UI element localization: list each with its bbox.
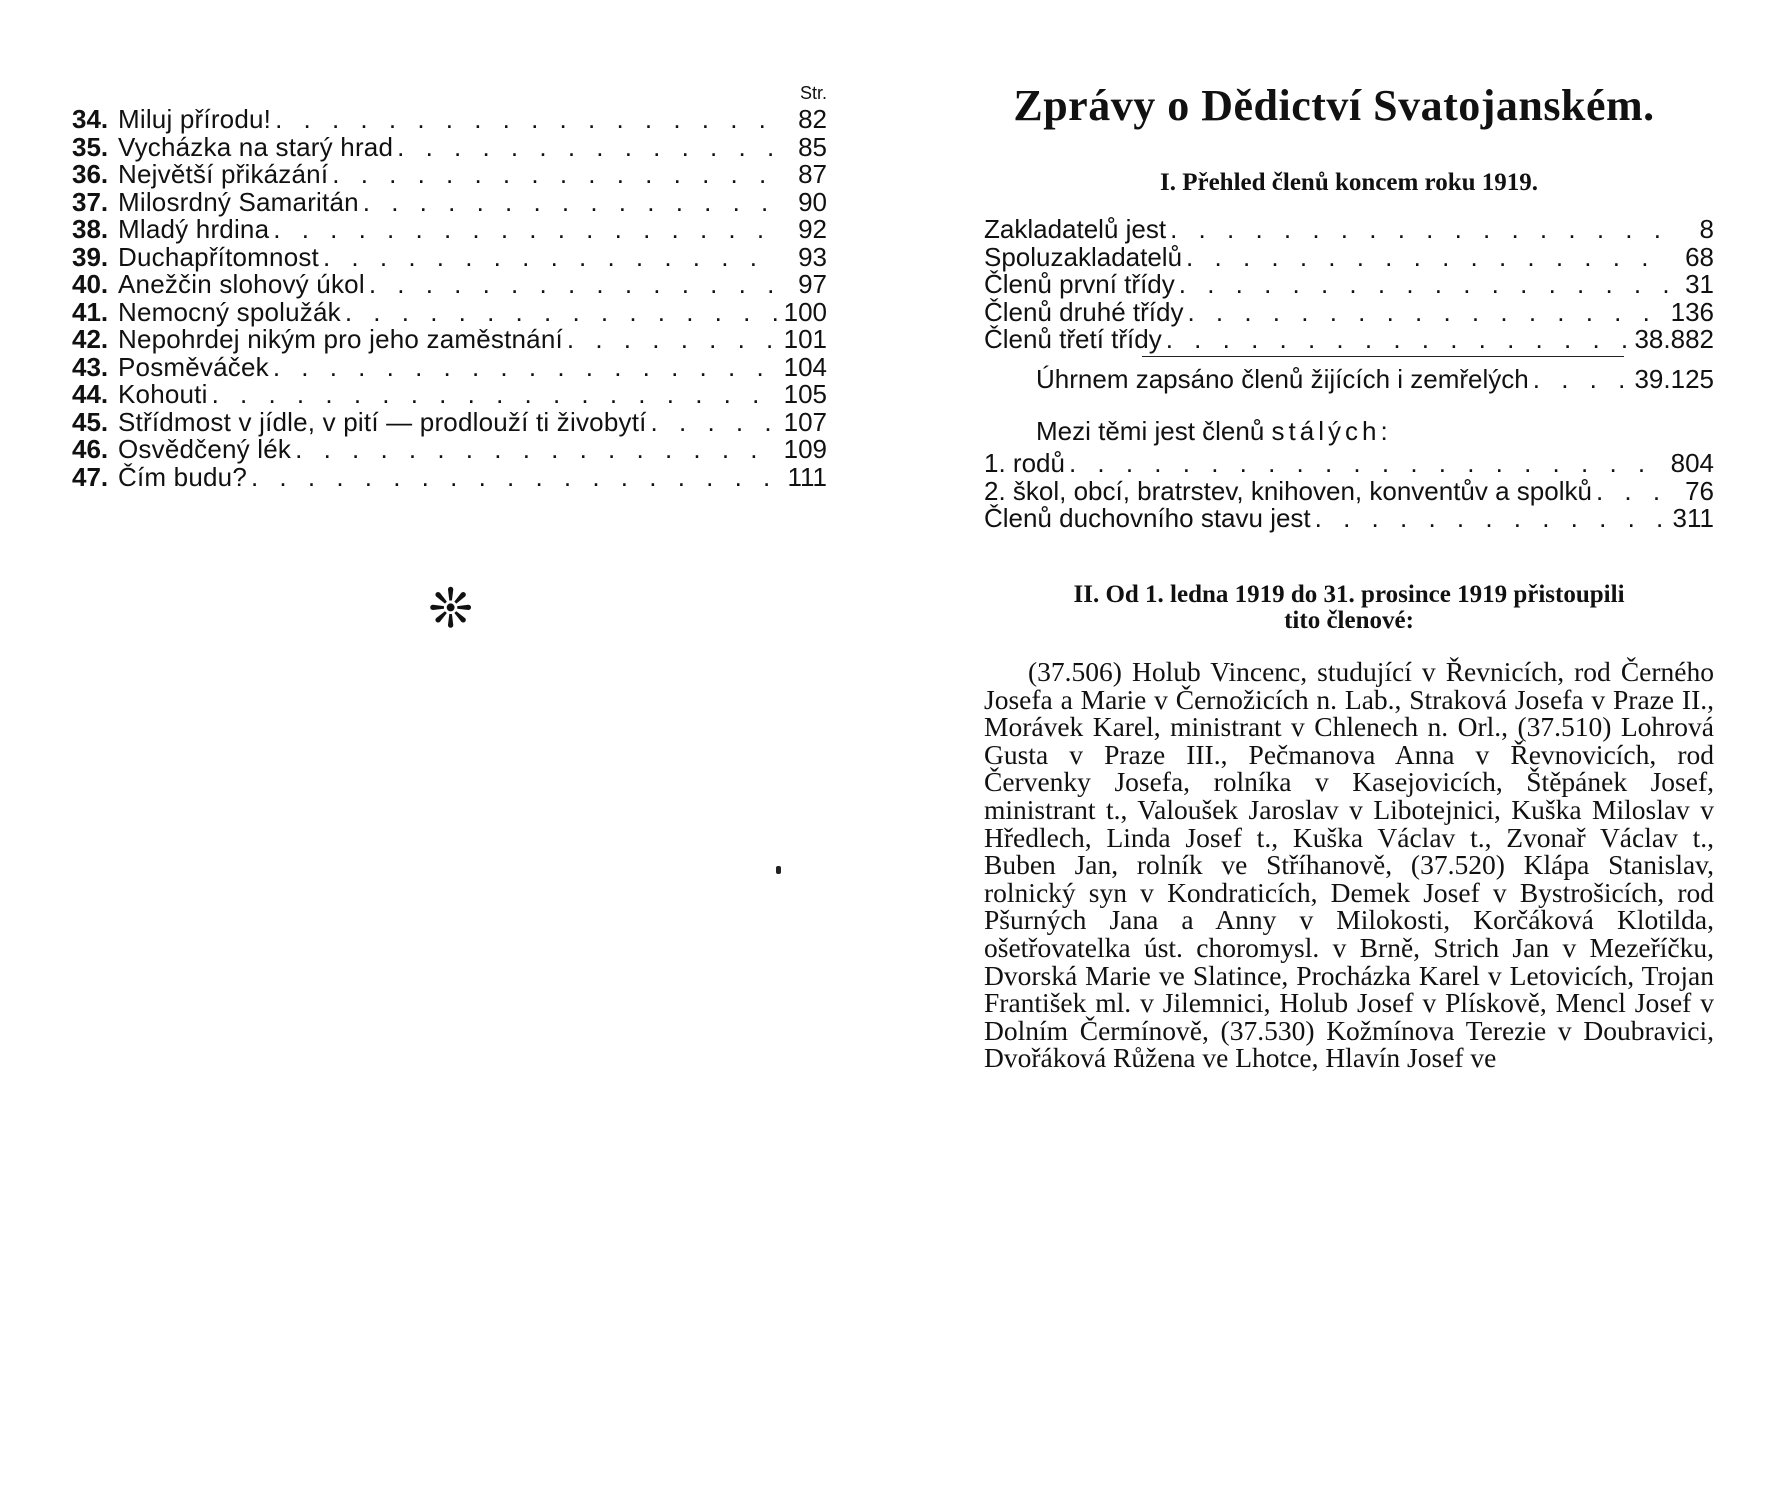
toc-entry-title: Střídmost v jídle, v pití — prodlouží ti živobytí: [118, 406, 647, 437]
leader-dots: [1170, 216, 1670, 244]
stat-row: [984, 326, 1714, 354]
leader-dots: [251, 464, 779, 492]
new-members-paragraph: (37.506) Holub Vincenc, studující v Řevnicích, rod Černého Josefa a Marie v Černožicích n. Lab., Straková Josefa v Praze II., Morávek Karel, ministrant v Chlenech n. Orl., (37.510) Lohrová Gusta v Praze III., Pečmanova Anna v Řevnovicích, rod Červenky Josefa, rolníka v Kasejovicích, Štěpánek Josef, ministrant t., Valoušek Jaroslav v Libotejnici, Kuška Miloslav v Hředlech, Linda Josef t., Kuška Václav t., Zvonař Václav t., Buben Jan, rolník ve Stříhanově, (37.520) Klápa Stanislav, rolnický syn v Kondraticích, Demek Josef v Bystrošicích, rod Pšurných Jana a Anny v Milokosti, Korčáková Klotilda, ošetřovatelka úst. choromysl. v Brně, Strich Jan v Mezeříčku, Dvorská Marie ve Slatince, Procházka Karel v Letovicích, Trojan František ml. v Jilemnici, Holub Josef v Plískově, Mencl Josef v Dolním Čermínově, (37.530) Kožmínova Terezie v Doubravici, Dvořáková Růžena ve Lhotce, Hlavín Josef ve: [984, 656, 1714, 1074]
leader-dots: [332, 161, 779, 189]
stable-label: Členů duchovního stavu jest: [984, 503, 1311, 533]
total-label: Úhrnem zapsáno členů žijících i zemřelých: [1036, 364, 1529, 394]
toc-entry-page: 100: [783, 296, 827, 327]
asterisk-ornament-icon: ❊: [428, 577, 474, 640]
stat-label: Zakladatelů jest: [984, 214, 1167, 244]
table-of-contents: [72, 80, 827, 491]
toc-entry-number: 36.: [72, 159, 109, 189]
toc-entry-title: Osvědčený lék: [118, 434, 292, 464]
toc-entry-number: 38.: [72, 214, 109, 244]
stable-value: 76: [1685, 475, 1714, 506]
member-stats-list: [984, 216, 1714, 354]
leader-dots: [1596, 478, 1670, 506]
leader-dots: [1315, 505, 1669, 533]
leader-dots: [273, 354, 779, 382]
toc-entry-number: 40.: [72, 269, 109, 299]
leader-dots: [212, 381, 779, 409]
toc-entry-title: Kohouti: [118, 379, 208, 409]
stat-label: Členů třetí třídy: [984, 324, 1162, 354]
stable-label: 1. rodů: [984, 448, 1065, 478]
stat-value: 38.882: [1634, 324, 1714, 354]
section2-heading-line1: II. Od 1. ledna 1919 do 31. prosince 1919 přistoupili: [1073, 581, 1625, 608]
toc-entry-number: 43.: [72, 351, 109, 382]
toc-entry-title: Milosrdný Samaritán: [118, 186, 359, 217]
leader-dots: [1186, 244, 1670, 272]
stable-intro-text: Mezi těmi jest členů: [1036, 416, 1265, 446]
leader-dots: [1533, 364, 1631, 394]
toc-entry-page: 109: [783, 434, 827, 464]
stat-value: 136: [1670, 296, 1714, 327]
page-title: Zprávy o Dědictví Svatojanském.: [1013, 81, 1655, 130]
stable-value: 311: [1672, 503, 1714, 533]
toc-entry-title: Posměváček: [118, 351, 269, 382]
stat-row: [984, 296, 1714, 327]
total-value: 39.125: [1634, 364, 1714, 394]
toc-entry: [72, 216, 827, 244]
stat-label: Členů druhé třídy: [984, 296, 1184, 327]
stat-label: Členů první třídy: [984, 269, 1175, 299]
toc-entry-page: 111: [787, 461, 827, 492]
toc-entry-title: Největší přikázání: [118, 159, 329, 189]
stable-row: [984, 450, 1714, 478]
toc-entry-page: 101: [783, 324, 827, 354]
toc-entry-page: 92: [798, 214, 827, 244]
toc-entry-number: 37.: [72, 186, 109, 217]
stat-row: [984, 241, 1714, 272]
section2-heading: [984, 582, 1714, 634]
toc-entry-title: Duchapřítomnost: [118, 241, 319, 272]
stable-members-list: [984, 450, 1714, 533]
toc-entry-title: Mladý hrdina: [118, 214, 270, 244]
toc-entry: [72, 406, 827, 437]
toc-entry-number: 45.: [72, 406, 109, 437]
toc-entry: [72, 241, 827, 272]
leader-dots: [567, 326, 779, 354]
toc-entry-page: 82: [798, 104, 827, 134]
toc-entry-page: 87: [798, 159, 827, 189]
leader-dots: [1179, 271, 1670, 299]
leader-dots: [1166, 326, 1631, 354]
stat-value: 31: [1685, 269, 1714, 299]
toc-entry-page: 85: [798, 131, 827, 162]
toc-entry-number: 35.: [72, 131, 109, 162]
leader-dots: [345, 299, 779, 327]
toc-list: [72, 106, 827, 491]
section1-heading: I. Přehled členů koncem roku 1919.: [1159, 169, 1538, 196]
toc-entry: [72, 296, 827, 327]
print-speck: [776, 866, 781, 874]
stable-value: 804: [1670, 448, 1714, 478]
stat-value: 8: [1699, 214, 1714, 244]
sum-rule: [1142, 356, 1624, 357]
toc-entry: [72, 461, 827, 492]
toc-entry: [72, 186, 827, 217]
toc-entry-page: 93: [798, 241, 827, 272]
leader-dots: [273, 216, 779, 244]
toc-entry: [72, 271, 827, 299]
toc-entry-page: 105: [783, 379, 827, 409]
toc-entry-title: Nemocný spolužák: [118, 296, 341, 327]
toc-entry-title: Nepohrdej nikým pro jeho zaměstnání: [118, 324, 563, 354]
toc-entry: [72, 131, 827, 162]
toc-entry-page: 104: [783, 351, 827, 382]
toc-entry-number: 44.: [72, 379, 109, 409]
toc-entry: [72, 436, 827, 464]
toc-entry-number: 34.: [72, 104, 109, 134]
leader-dots: [1187, 299, 1666, 327]
total-line: [984, 364, 1714, 394]
leader-dots: [651, 409, 779, 437]
leader-dots: [295, 436, 779, 464]
toc-entry: [72, 381, 827, 409]
leader-dots: [363, 189, 779, 217]
toc-entry-number: 41.: [72, 296, 109, 327]
stable-row: [984, 505, 1714, 533]
toc-entry: [72, 351, 827, 382]
page-column-header: Str.: [799, 83, 827, 103]
section2-heading-line2: tito členové:: [1284, 607, 1414, 634]
toc-entry-page: 107: [783, 406, 827, 437]
toc-entry-number: 42.: [72, 324, 109, 354]
stable-label: 2. škol, obcí, bratrstev, knihoven, konventův a spolků: [984, 475, 1592, 506]
toc-entry: [72, 161, 827, 189]
toc-entry-title: Miluj přírodu!: [118, 104, 272, 134]
toc-entry-title: Čím budu?: [118, 461, 247, 492]
leader-dots: [323, 244, 779, 272]
leader-dots: [369, 271, 779, 299]
toc-entry-page: 97: [798, 269, 827, 299]
toc-entry-title: Anežčin slohový úkol: [118, 269, 365, 299]
stat-label: Spoluzakladatelů: [984, 241, 1183, 272]
stable-row: [984, 475, 1714, 506]
toc-entry-number: 46.: [72, 434, 109, 464]
right-page: [894, 0, 1788, 1500]
stat-row: [984, 216, 1714, 244]
leader-dots: [1069, 450, 1667, 478]
leader-dots: [397, 134, 779, 162]
toc-entry: [72, 326, 827, 354]
toc-entry-title: Vycházka na starý hrad: [118, 131, 394, 162]
leader-dots: [275, 106, 779, 134]
toc-entry: [72, 106, 827, 134]
stable-intro-spaced: stálých:: [1271, 416, 1392, 446]
toc-entry-page: 90: [798, 186, 827, 217]
toc-entry-number: 47.: [72, 461, 109, 492]
stat-value: 68: [1685, 241, 1714, 272]
stat-row: [984, 271, 1714, 299]
toc-entry-number: 39.: [72, 241, 109, 272]
stable-members-intro: [984, 416, 1714, 446]
